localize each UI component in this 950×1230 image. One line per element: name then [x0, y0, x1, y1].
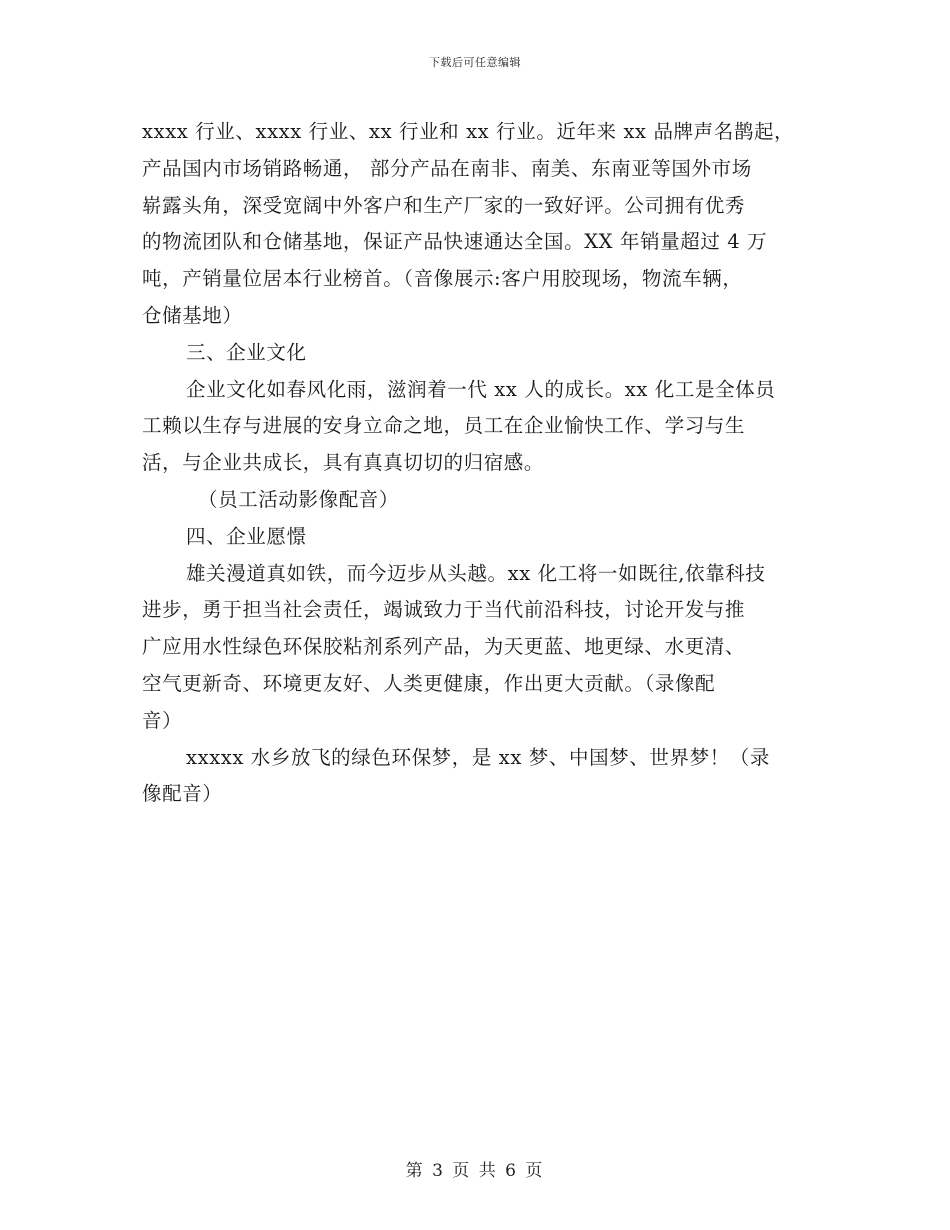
paragraph-line: 工赖以生存与进展的安身立命之地，员工在企业愉快工作、学习与生	[142, 414, 746, 438]
page-header-note: 下载后可任意编辑	[429, 56, 521, 69]
paragraph-line: 音）	[142, 708, 183, 732]
paragraph-line: 的物流团队和仓储基地，保证产品快速通达全国。XX 年销量超过 4 万	[142, 230, 768, 254]
section-heading-corporate-culture: 三、企业文化	[186, 340, 307, 364]
paragraph-line: 崭露头角，深受宽阔中外客户和生产厂家的一致好评。公司拥有优秀	[142, 193, 746, 217]
paragraph-line: 雄关漫道真如铁，而今迈步从头越。xx 化工将一如既往,依靠科技	[186, 561, 766, 585]
paragraph-line: 广应用水性绿色环保胶粘剂系列产品，为天更蓝、地更绿、水更清、	[142, 635, 746, 659]
paragraph-line: 企业文化如春风化雨，滋润着一代 xx 人的成长。xx 化工是全体员	[186, 377, 776, 401]
paragraph-line: xxxxx 水乡放飞的绿色环保梦，是 xx 梦、中国梦、世界梦！（录	[186, 745, 770, 769]
paragraph-line: 进步，勇于担当社会责任，竭诚致力于当代前沿科技，讨论开发与推	[142, 598, 746, 622]
paragraph-line: 活，与企业共成长，具有真真切切的归宿感。	[142, 451, 545, 475]
paragraph-line: 吨，产销量位居本行业榜首。（音像展示:客户用胶现场，物流车辆，	[142, 267, 743, 291]
media-note: （员工活动影像配音）	[198, 487, 400, 511]
document-body	[142, 114, 814, 813]
paragraph-line: 产品国内市场销路畅通， 部分产品在南非、南美、东南亚等国外市场	[142, 156, 752, 180]
paragraph-line: 仓储基地）	[142, 303, 243, 327]
paragraph-line: 空气更新奇、环境更友好、人类更健康，作出更大贡献。（录像配	[142, 671, 716, 695]
paragraph-line: 像配音）	[142, 782, 223, 806]
paragraph-line: xxxx 行业、xxxx 行业、xx 行业和 xx 行业。近年来 xx 品牌声名鹊起，	[142, 120, 795, 143]
page-number-footer: 第 3 页 共 6 页	[405, 1161, 545, 1181]
section-heading-corporate-vision: 四、企业愿憬	[186, 524, 307, 548]
